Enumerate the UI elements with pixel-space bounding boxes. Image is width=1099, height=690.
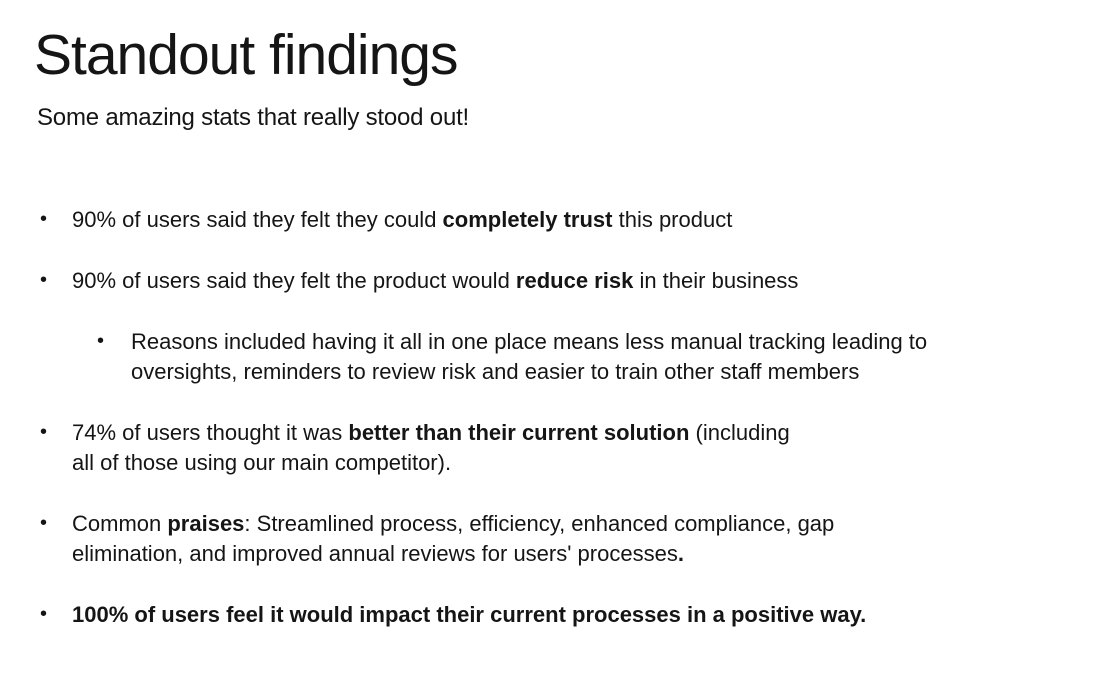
slide-title: Standout findings bbox=[34, 23, 458, 87]
bullet-text-segment: : Streamlined process, efficiency, enhanced compliance, gap bbox=[244, 511, 835, 536]
bullet-marker-icon: • bbox=[40, 603, 48, 625]
bullet-item bbox=[0, 600, 1060, 630]
bullet-text-segment: in their business bbox=[633, 268, 799, 293]
bullet-text-bold-segment: praises bbox=[167, 511, 245, 536]
bullet-text bbox=[72, 268, 798, 293]
bullet-text-segment: all of those using our main competitor). bbox=[72, 450, 452, 475]
bullet-text-bold-segment: completely trust bbox=[442, 207, 613, 232]
bullet-text-segment: oversights, reminders to review risk and easier to train other staff members bbox=[131, 359, 860, 384]
bullet-marker-icon: • bbox=[40, 208, 48, 230]
bullet-text bbox=[131, 329, 927, 384]
bullet-text-bold-segment: 100% of users feel it would impact their current processes in a positive way. bbox=[72, 602, 867, 627]
bullet-item bbox=[0, 266, 1060, 296]
bullet-text-segment: 90% of users said they felt they could bbox=[72, 207, 443, 232]
bullet-text-bold-segment: reduce risk bbox=[515, 268, 634, 293]
bullet-marker-icon: • bbox=[40, 512, 48, 534]
bullet-text-bold-segment: better than their current solution bbox=[348, 420, 690, 445]
bullet-marker-icon: • bbox=[97, 330, 105, 352]
bullet-text-segment: elimination, and improved annual reviews for users' processes bbox=[72, 541, 678, 566]
bullet-marker-icon: • bbox=[40, 421, 48, 443]
bullet-text bbox=[72, 511, 834, 566]
bullet-text-bold-segment: . bbox=[677, 541, 684, 566]
bullet-item bbox=[0, 509, 1060, 569]
bullet-item bbox=[0, 205, 1060, 235]
bullet-text bbox=[72, 420, 790, 475]
bullet-text-segment: Reasons included having it all in one place means less manual tracking leading to bbox=[131, 329, 928, 354]
bullet-item bbox=[0, 327, 1060, 387]
bullet-text-segment: this product bbox=[612, 207, 733, 232]
slide-subtitle: Some amazing stats that really stood out! bbox=[37, 104, 470, 131]
bullet-marker-icon: • bbox=[40, 269, 48, 291]
bullet-list bbox=[0, 205, 1060, 661]
bullet-text bbox=[72, 207, 732, 232]
bullet-item bbox=[0, 418, 1060, 478]
bullet-text-segment: 74% of users thought it was bbox=[72, 420, 349, 445]
bullet-text-segment: (including bbox=[689, 420, 790, 445]
bullet-text-segment: 90% of users said they felt the product would bbox=[72, 268, 516, 293]
bullet-text bbox=[72, 602, 866, 627]
bullet-text-segment: Common bbox=[72, 511, 168, 536]
